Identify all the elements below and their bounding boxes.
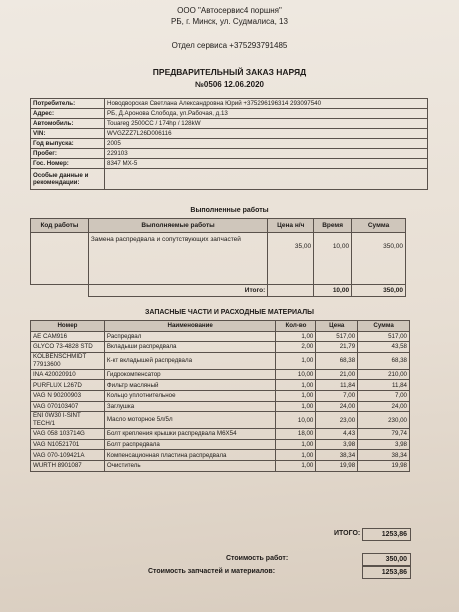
- part-name: Болт распредвала: [104, 439, 276, 450]
- part-number: KOLBENSCHMIDT 77913600: [31, 352, 105, 369]
- customer-info-table: [30, 98, 428, 190]
- part-price: 7,00: [316, 390, 358, 401]
- part-number: VAG N10521701: [31, 439, 105, 450]
- parts-row: [31, 390, 410, 401]
- works-section-title: Выполненные работы: [190, 207, 269, 214]
- part-name: Вкладыши распредвала: [104, 342, 276, 353]
- parts-total-value: 1253,86: [362, 528, 411, 541]
- parts-row: [31, 380, 410, 391]
- parts-header-qty: Кол-во: [276, 321, 316, 332]
- parts-table: [30, 320, 410, 472]
- info-row: [31, 149, 428, 159]
- info-row: [31, 169, 428, 190]
- works-total-row: [31, 285, 406, 297]
- info-label: Адрес:: [31, 109, 105, 119]
- part-number: PURFLUX L267D: [31, 380, 105, 391]
- part-name: Компенсационная пластина распредвала: [104, 450, 276, 461]
- labor-cost-value: 350,00: [362, 553, 411, 566]
- part-name: Заглушка: [104, 401, 276, 412]
- document-title: ПРЕДВАРИТЕЛЬНЫЙ ЗАКАЗ НАРЯД: [152, 67, 307, 77]
- works-header-time: Время: [314, 219, 352, 233]
- part-sum: 38,34: [358, 450, 410, 461]
- part-name: Гидрокомпенсатор: [104, 369, 276, 380]
- parts-row: [31, 412, 410, 429]
- part-price: 21,79: [316, 342, 358, 353]
- info-label: VIN:: [31, 129, 105, 139]
- work-time: 10,00: [314, 233, 352, 285]
- part-number: ENI 0W30 I-SINT TECH/1: [31, 412, 105, 429]
- info-value: Touareg 2500CC / 174hp / 128kW: [105, 119, 428, 129]
- labor-cost-label: Стоимость работ:: [226, 555, 289, 562]
- info-row: [31, 119, 428, 129]
- work-sum: 350,00: [352, 233, 406, 285]
- info-label: Пробег:: [31, 149, 105, 159]
- works-table: [30, 218, 406, 297]
- part-sum: 19,98: [358, 460, 410, 471]
- part-name: К-кт вкладышей распредвала: [104, 352, 276, 369]
- info-label: Автомобиль:: [31, 119, 105, 129]
- part-name: Очиститель: [104, 460, 276, 471]
- part-qty: 1,00: [276, 390, 316, 401]
- part-qty: 2,00: [276, 342, 316, 353]
- part-number: GLYCO 73-4828 STD: [31, 342, 105, 353]
- part-number: WURTH 8901087: [31, 460, 105, 471]
- info-label: Гос. Номер:: [31, 159, 105, 169]
- part-qty: 1,00: [276, 460, 316, 471]
- part-number: VAG N 90200903: [31, 390, 105, 401]
- part-sum: 79,74: [358, 429, 410, 440]
- parts-header-row: [31, 321, 410, 332]
- parts-row: [31, 439, 410, 450]
- service-phone: Отдел сервиса +375293791485: [171, 41, 288, 50]
- part-qty: 10,00: [276, 412, 316, 429]
- parts-section-title: ЗАПАСНЫЕ ЧАСТИ И РАСХОДНЫЕ МАТЕРИАЛЫ: [145, 309, 314, 316]
- work-name: Замена распредвала и сопутствующих запчастей: [88, 233, 267, 285]
- parts-header-price: Цена: [316, 321, 358, 332]
- part-qty: 10,00: [276, 369, 316, 380]
- works-header-row: [31, 219, 406, 233]
- info-value: Новодворская Светлана Александровна Юрий +375296196314 293097540: [105, 99, 428, 109]
- part-sum: 68,38: [358, 352, 410, 369]
- part-number: VAG 058 103714G: [31, 429, 105, 440]
- parts-cost-value: 1253,86: [362, 566, 411, 579]
- part-price: 38,34: [316, 450, 358, 461]
- works-row: [31, 233, 406, 285]
- part-name: Болт крепления крышки распредвала M6X54: [104, 429, 276, 440]
- works-total-sum: 350,00: [352, 285, 406, 297]
- part-price: 68,38: [316, 352, 358, 369]
- company-address: РБ, г. Минск, ул. Судмалиса, 13: [171, 17, 288, 26]
- parts-row: [31, 331, 410, 342]
- part-number: VAG 070-109421A: [31, 450, 105, 461]
- info-value: WVGZZZ7L26D006116: [105, 129, 428, 139]
- info-value: 2005: [105, 139, 428, 149]
- parts-row: [31, 369, 410, 380]
- parts-row: [31, 460, 410, 471]
- part-sum: 43,58: [358, 342, 410, 353]
- info-label: Особые данные и рекомендации:: [31, 169, 105, 190]
- part-name: Масло моторное 5л/5л: [104, 412, 276, 429]
- works-total-time: 10,00: [314, 285, 352, 297]
- info-row: [31, 139, 428, 149]
- info-value: [105, 169, 428, 190]
- part-name: Фильтр масляный: [104, 380, 276, 391]
- part-number: INA 420020910: [31, 369, 105, 380]
- info-value: РБ, Д.Аронова Слобода, ул.Рабочая, д.13: [105, 109, 428, 119]
- info-label: Потребитель:: [31, 99, 105, 109]
- work-code: [31, 233, 89, 285]
- part-name: Кольцо уплотнительное: [104, 390, 276, 401]
- part-sum: 230,00: [358, 412, 410, 429]
- part-qty: 1,00: [276, 450, 316, 461]
- part-qty: 18,00: [276, 429, 316, 440]
- parts-header-name: Наименование: [104, 321, 276, 332]
- info-row: [31, 129, 428, 139]
- works-total-label: Итого:: [88, 285, 267, 297]
- info-value: 8347 MX-5: [105, 159, 428, 169]
- part-qty: 1,00: [276, 401, 316, 412]
- info-value: 229103: [105, 149, 428, 159]
- parts-row: [31, 401, 410, 412]
- parts-row: [31, 429, 410, 440]
- part-sum: 24,00: [358, 401, 410, 412]
- info-row: [31, 109, 428, 119]
- parts-total-label: ИТОГО:: [334, 530, 361, 537]
- part-sum: 3,98: [358, 439, 410, 450]
- parts-header-number: Номер: [31, 321, 105, 332]
- part-price: 24,00: [316, 401, 358, 412]
- work-price: 35,00: [268, 233, 314, 285]
- part-price: 4,43: [316, 429, 358, 440]
- works-header-sum: Сумма: [352, 219, 406, 233]
- part-price: 11,84: [316, 380, 358, 391]
- part-sum: 11,84: [358, 380, 410, 391]
- parts-header-sum: Сумма: [358, 321, 410, 332]
- part-qty: 1,00: [276, 380, 316, 391]
- part-number: VAG 070103407: [31, 401, 105, 412]
- info-label: Год выпуска:: [31, 139, 105, 149]
- parts-row: [31, 342, 410, 353]
- info-row: [31, 99, 428, 109]
- order-number-date: №0506 12.06.2020: [195, 80, 264, 89]
- parts-row: [31, 352, 410, 369]
- part-price: 3,98: [316, 439, 358, 450]
- parts-cost-label: Стоимость запчастей и материалов:: [148, 568, 276, 575]
- part-price: 23,00: [316, 412, 358, 429]
- part-qty: 1,00: [276, 352, 316, 369]
- part-price: 21,00: [316, 369, 358, 380]
- part-sum: 210,00: [358, 369, 410, 380]
- part-number: AE CAM916: [31, 331, 105, 342]
- works-header-name: Выполняемые работы: [88, 219, 267, 233]
- part-name: Распредвал: [104, 331, 276, 342]
- company-name: ООО "Автосервис4 поршня": [177, 6, 282, 15]
- part-price: 19,98: [316, 460, 358, 471]
- part-price: 517,00: [316, 331, 358, 342]
- works-header-price: Цена н/ч: [268, 219, 314, 233]
- parts-row: [31, 450, 410, 461]
- part-qty: 1,00: [276, 331, 316, 342]
- part-sum: 7,00: [358, 390, 410, 401]
- info-row: [31, 159, 428, 169]
- part-qty: 1,00: [276, 439, 316, 450]
- works-header-code: Код работы: [31, 219, 89, 233]
- part-sum: 517,00: [358, 331, 410, 342]
